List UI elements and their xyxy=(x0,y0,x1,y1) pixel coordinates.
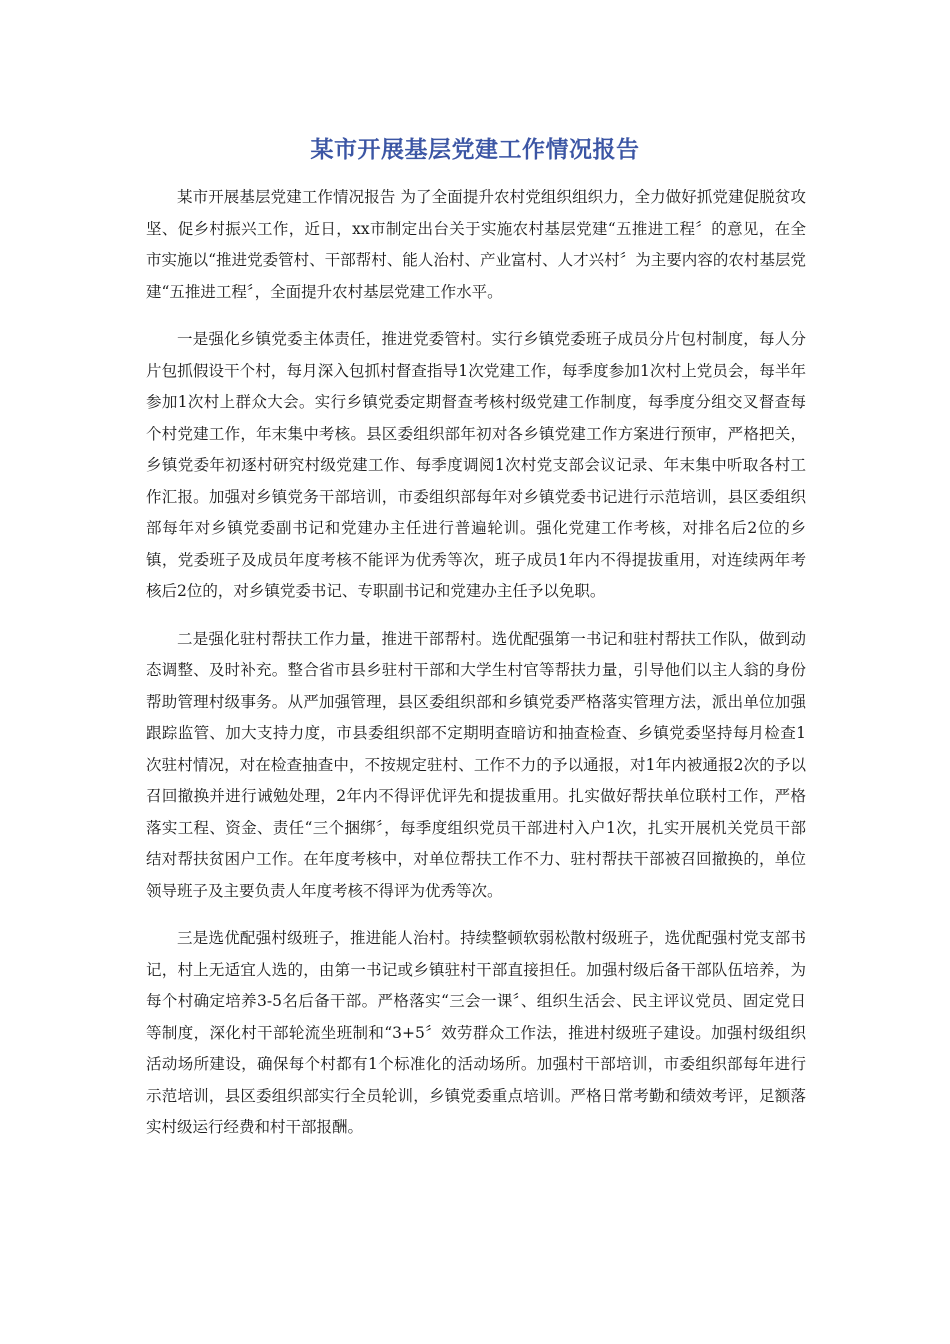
paragraph-2: 二是强化驻村帮扶工作力量，推进干部帮村。选优配强第一书记和驻村帮扶工作队，做到动态调整、及时补充。整合省市县乡驻村干部和大学生村官等帮扶力量，引导他们以主人翁的身份帮助管理村级事务。从严加强管理，县区委组织部和乡镇党委严格落实管理方法，派出单位加强跟踪监管、加大支持力度，市县委组织部不定期明查暗访和抽查检查、乡镇党委坚持每月检查1次驻村情况，对在检查抽查中，不按规定驻村、工作不力的予以通报，对1年内被通报2次的予以召回撤换并进行诫勉处理，2年内不得评优评先和提拔重用。扎实做好帮扶单位联村工作，严格落实工程、资金、责任“三个捆绑〞，每季度组织党员干部进村入户1次，扎实开展机关党员干部结对帮扶贫困户工作。在年度考核中，对单位帮扶工作不力、驻村帮扶干部被召回撤换的，单位领导班子及主要负责人年度考核不得评为优秀等次。 xyxy=(146,629,806,900)
paragraph-intro: 某市开展基层党建工作情况报告 为了全面提升农村党组织组织力，全力做好抓党建促脱贫攻坚、促乡村振兴工作，近日，xx市制定出台关于实施农村基层党建“五推进工程〞的意见，在全市实施以“推进党委管村、干部帮村、能人治村、产业富村、人才兴村〞为主要内容的农村基层党建“五推进工程〞，全面提升农村基层党建工作水平。 xyxy=(146,188,806,301)
paragraph-1: 一是强化乡镇党委主体责任，推进党委管村。实行乡镇党委班子成员分片包村制度，每人分片包抓假设干个村，每月深入包抓村督查指导1次党建工作，每季度参加1次村上党员会，每半年参加1次村上群众大会。实行乡镇党委定期督查考核村级党建工作制度，每季度分组交叉督查每个村党建工作，年末集中考核。县区委组织部年初对各乡镇党建工作方案进行预审，严格把关，乡镇党委年初逐村研究村级党建工作、每季度调阅1次村党支部会议记录、年末集中听取各村工作汇报。加强对乡镇党务干部培训，市委组织部每年对乡镇党委书记进行示范培训，县区委组织部每年对乡镇党委副书记和党建办主任进行普遍轮训。强化党建工作考核，对排名后2位的乡镇，党委班子及成员年度考核不能评为优秀等次，班子成员1年内不得提拔重用，对连续两年考核后2位的，对乡镇党委书记、专职副书记和党建办主任予以免职。 xyxy=(146,330,806,600)
document-body xyxy=(146,182,806,1160)
document-title: 某市开展基层党建工作情况报告 xyxy=(310,137,640,163)
paragraph-3: 三是选优配强村级班子，推进能人治村。持续整顿软弱松散村级班子，选优配强村党支部书记，村上无适宜人选的，由第一书记或乡镇驻村干部直接担任。加强村级后备干部队伍培养，为每个村确定培养3-5名后备干部。严格落实“三会一课〞、组织生活会、民主评议党员、固定党日等制度，深化村干部轮流坐班制和“3+5〞效劳群众工作法，推进村级班子建设。加强村级组织活动场所建设，确保每个村都有1个标准化的活动场所。加强村干部培训，市委组织部每年进行示范培训，县区委组织部实行全员轮训，乡镇党委重点培训。严格日常考勤和绩效考评，足额落实村级运行经费和村干部报酬。 xyxy=(146,929,806,1136)
